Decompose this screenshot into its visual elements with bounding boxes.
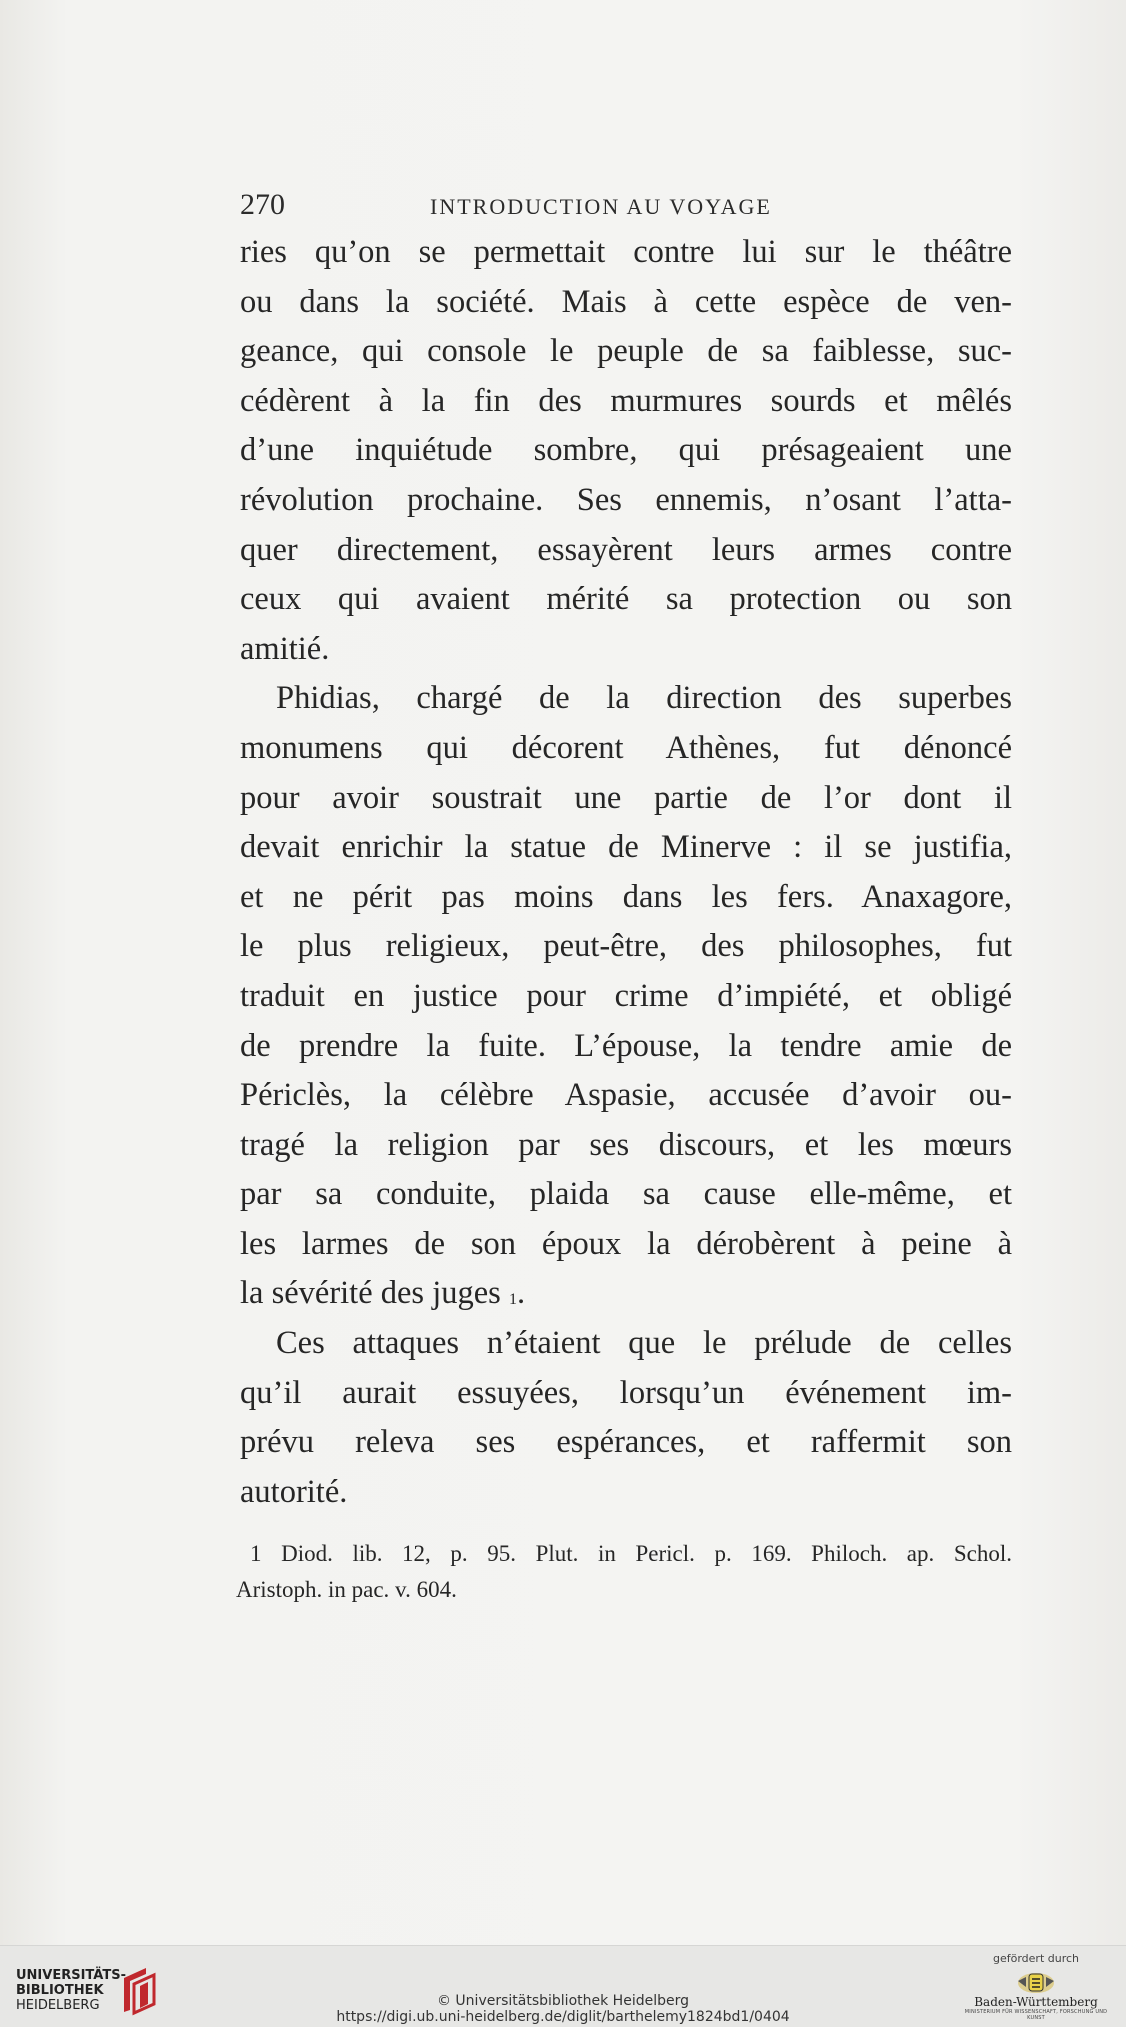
page-number: 270 [240,188,285,221]
text-line: d’une inquiétude sombre, qui présageaient une [240,432,1012,469]
text-line: de prendre la fuite. L’épouse, la tendre amie de [240,1027,1012,1064]
logo-line: UNIVERSITÄTS- [16,1968,126,1983]
text-line: quer directement, essayèrent leurs armes contre [240,531,1012,568]
footnote-marker[interactable]: 1 [508,1291,517,1309]
text-line: monumens qui décorent Athènes, fut dénoncé [240,729,1012,766]
footnote-line: 1 Diod. lib. 12, p. 95. Plut. in Pericl. p. 169. Philoch. ap. Schol. [250,1541,1012,1566]
text-line: tragé la religion par ses discours, et les mœurs [240,1126,1012,1163]
body-text [240,228,1012,1517]
text-line: geance, qui console le peuple de sa faiblesse, suc- [240,333,1012,370]
text-line: le plus religieux, peut-être, des philosophes, fut [240,928,1012,965]
text-line: qu’il aurait essuyées, lorsqu’un événement im- [240,1374,1012,1411]
text-line: les larmes de son époux la dérobèrent à peine à [240,1225,1012,1262]
text-line: ceux qui avaient mérité sa protection ou son [240,581,1012,618]
page-header [240,188,1010,228]
text-line: pour avoir soustrait une partie de l’or dont il [240,779,1012,816]
text-line: et ne périt pas moins dans les fers. Anaxagore, [240,878,1012,915]
text-line: cédèrent à la fin des murmures sourds et mêlés [240,382,1012,419]
viewer-footer [0,1945,1126,2027]
text-fragment: la sévérité des juges [240,1275,501,1312]
text-line: amitié. [240,630,330,667]
text-line: révolution prochaine. Ses ennemis, n’osant l’atta- [240,481,1012,518]
text-line: ou dans la société. Mais à cette espèce de ven- [240,283,1012,320]
text-line: devait enrichir la statue de Minerve : il se justifia, [240,829,1012,866]
copyright: © Universitätsbibliothek Heidelberg [436,1993,689,2009]
logo-line: BIBLIOTHEK [16,1983,104,1998]
sponsor-name: Baden-Württemberg [974,1995,1098,2009]
text-line-with-note [240,1269,1012,1319]
text-line: par sa conduite, plaida sa cause elle-même, et [240,1176,1012,1213]
text-line: Périclès, la célèbre Aspasie, accusée d’avoir ou- [240,1077,1012,1114]
text-line: prévu releva ses espérances, et raffermit son [240,1424,1012,1461]
footnote-line: Aristoph. in pac. v. 604. [236,1577,457,1602]
coat-of-arms-icon [1014,1969,1058,1995]
running-head: INTRODUCTION AU VOYAGE [430,194,772,219]
permalink[interactable]: https://digi.ub.uni-heidelberg.de/diglit/barthelemy1824bd1/0404 [336,2009,790,2025]
text-line: Phidias, chargé de la direction des superbes [276,680,1012,717]
text-line: ries qu’on se permettait contre lui sur le théâtre [240,234,1012,270]
text-line: autorité. [240,1473,348,1510]
footnote [236,1536,1012,1608]
sponsor-label: gefördert durch [992,1952,1080,1965]
sponsor-subtitle: MINISTERIUM FÜR WISSENSCHAFT, FORSCHUNG UND KUNST [964,2009,1108,2021]
logo-line: HEIDELBERG [16,1998,100,2013]
text-line: traduit en justice pour crime d’impiété, et obligé [240,977,1012,1014]
sponsor[interactable] [956,1952,1116,2024]
text-fragment: . [516,1275,526,1312]
text-line: Ces attaques n’étaient que le prélude de celles [276,1325,1012,1362]
